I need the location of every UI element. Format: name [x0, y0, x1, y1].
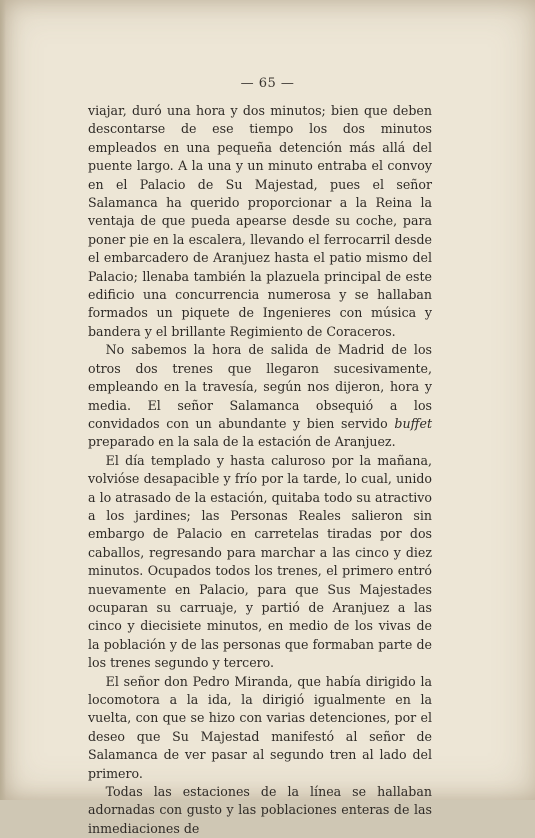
paragraph-2-text-after: preparado en la sala de la estación de Aranjuez. — [88, 434, 396, 450]
page-edge-shadow — [0, 0, 6, 800]
paragraph-4: El señor don Pedro Miranda, que había dirigido la locomotora a la ida, la dirigió igualmente en la vuelta, con que se hizo con varias detenciones, por el deseo que Su Majestad manifestó al señor de Salamanca de ver pasar al segundo tren al lado del primero. — [88, 673, 432, 781]
body-text — [88, 102, 432, 838]
paragraph-5: Todas las estaciones de la línea se hallaban adornadas con gusto y las poblaciones enteras de las inmediaciones de — [88, 784, 432, 836]
paragraph-3: El día templado y hasta caluroso por la mañana, volvióse desapacible y frío por la tarde, lo cual, unido a lo atrasado de la estación, quitaba todo su atractivo a los jardines; las Personas Reales salieron sin embargo de Palacio en carretelas tiradas por dos caballos, regresando para marchar a las cinco y diez minutos. Ocupados todos los trenes, el primero entró nuevamente en Palacio, para que Sus Majestades ocuparan su carruaje, y partió de Aranjuez a las cinco y diecisiete minutos, en medio de los vivas de la población y de las personas que formaban parte de los trenes segundo y tercero. — [88, 452, 432, 671]
paragraph-2-text-before: No sabemos la hora de salida de Madrid de los otros dos trenes que llegaron sucesivamente, empleando en la travesía, según nos dijeron, hora y media. El señor Salamanca obsequió a los convidados con un abundante y bien servido — [88, 342, 432, 431]
italic-word-buffet: buffet — [394, 415, 432, 431]
paragraph-1: viajar, duró una hora y dos minutos; bien que deben descontarse de ese tiempo los dos minutos empleados en una pequeña detención más allá del puente largo. A la una y un minuto entraba el convoy en el Palacio de Su Majestad, pues el señor Salamanca ha querido proporcionar a la Reina la ventaja de que pueda apearse desde su coche, para poner pie en la escalera, llevando el ferrocarril desde el embarcadero de Aranjuez hasta el patio mismo del Palacio; llenaba también la plazuela principal de este edificio una concurrencia numerosa y se hallaban formados un piquete de Ingenieres con música y bandera y el brillante Regimiento de Coraceros. — [88, 103, 432, 339]
page-number: — 65 — — [240, 76, 295, 91]
paragraph-2 — [88, 341, 432, 451]
